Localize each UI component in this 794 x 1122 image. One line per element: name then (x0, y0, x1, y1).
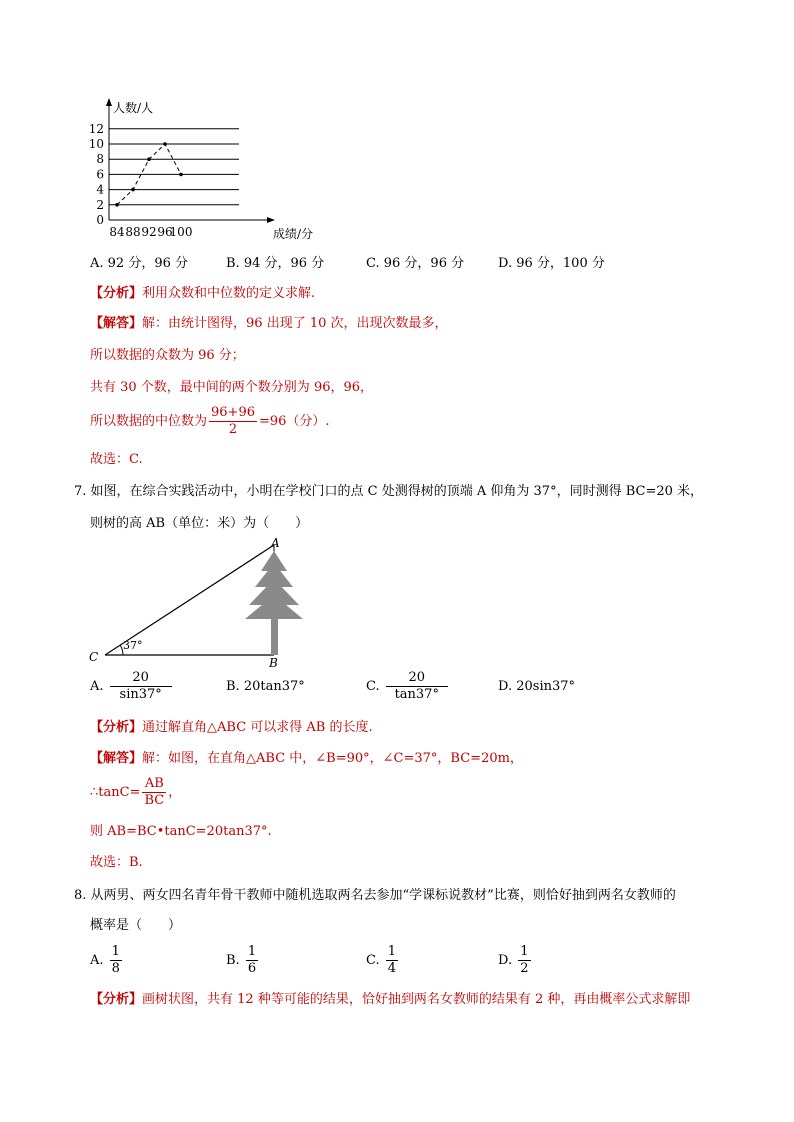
option-fraction (110, 944, 122, 977)
data-point (131, 188, 135, 192)
analysis-text: 通过解直角△ABC 可以求得 AB 的长度. (142, 720, 373, 735)
x-tick-label: 96 (157, 225, 173, 239)
q7-option-a[interactable] (90, 670, 174, 703)
x-tick-label: 88 (125, 225, 141, 239)
q8-stem-line-2: 概率是（ ） (90, 918, 182, 933)
q6-answer-line-2: 所以数据的众数为 96 分； (90, 348, 245, 363)
angle-label: 37° (123, 639, 143, 652)
option-label: C. (366, 953, 380, 968)
y-tick-label: 8 (96, 152, 104, 167)
option-fraction (386, 944, 398, 977)
fraction-denominator: 6 (247, 961, 257, 976)
q8-option-b[interactable] (226, 944, 260, 977)
fraction-denominator: tan37° (394, 687, 439, 702)
q7-answer-line-2 (90, 776, 181, 810)
option-fraction (386, 670, 448, 703)
answer-text: 解：如图，在直角△ABC 中，∠B=90°，∠C=37°，BC=20m， (142, 751, 523, 766)
triangle-tree-figure (85, 535, 300, 670)
fraction-denominator: BC (144, 793, 165, 808)
q7-answer-line-1 (90, 749, 523, 769)
analysis-tag: 【分析】 (90, 720, 143, 735)
option-fraction (246, 944, 258, 977)
label-c: C (89, 650, 99, 664)
tree-icon (245, 551, 303, 655)
fraction-numerator: 1 (387, 944, 397, 959)
q6-answer-line-1 (90, 314, 448, 334)
q8-option-d[interactable] (498, 944, 533, 977)
comma: ， (168, 785, 182, 800)
fraction-denominator: sin37° (119, 687, 162, 702)
data-point (179, 173, 183, 177)
q6-answer-line-3: 共有 30 个数，最中间的两个数分别为 96，96， (90, 380, 374, 395)
fraction-numerator: 20 (110, 670, 172, 687)
y-axis-arrow (106, 98, 112, 106)
y-axis-label: 人数/人 (113, 101, 154, 115)
q7-stem-line-1: 7. 如图，在综合实践活动中，小明在学校门口的点 C 处测得树的顶端 A 仰角为 37°，同时测得 BC=20 米， (74, 484, 704, 499)
q7-stem-line-2: 则树的高 AB（单位：米）为（ ） (90, 516, 309, 531)
fraction-numerator: AB (142, 776, 166, 793)
analysis-tag: 【分析】 (90, 286, 143, 301)
fraction-numerator: 1 (520, 944, 529, 959)
analysis-tag: 【分析】 (90, 992, 143, 1007)
y-tick-label: 4 (96, 182, 104, 197)
y-tick-label: 10 (88, 137, 104, 151)
q6-analysis (90, 284, 315, 304)
q8-option-c[interactable] (366, 944, 400, 977)
fraction-denominator: 4 (387, 961, 397, 976)
fraction-denominator: 8 (111, 961, 120, 976)
label-b: B (269, 656, 278, 670)
tan-fraction (142, 776, 166, 809)
q6-option-a[interactable]: A. 92 分，96 分 (90, 256, 189, 271)
median-text: 所以数据的中位数为 (90, 414, 208, 429)
median-result: =96（分）. (259, 414, 330, 429)
q7-answer-line-3: 则 AB=BC•tanC=20tan37°. (90, 824, 272, 839)
y-tick-label: 2 (96, 197, 104, 212)
q7-option-d[interactable]: D. 20sin37° (498, 679, 576, 694)
q8-analysis (90, 990, 690, 1010)
fraction-numerator: 96+96 (211, 405, 255, 420)
analysis-text: 画树状图，共有 12 种等可能的结果，恰好抽到两名女教师的结果有 2 种，再由概率公式求解即 (142, 992, 691, 1007)
answer-text: 解：由统计图得，96 出现了 10 次，出现次数最多， (142, 316, 448, 331)
y-tick-label: 6 (96, 167, 104, 182)
y-tick-label: 12 (88, 121, 104, 136)
q6-option-d[interactable]: D. 96 分，100 分 (498, 256, 605, 271)
data-point (147, 157, 151, 161)
fraction-numerator: 20 (386, 670, 448, 687)
option-label: C. (366, 679, 380, 694)
median-fraction (209, 405, 257, 438)
q7-option-c[interactable] (366, 670, 450, 703)
q8-option-a[interactable] (90, 944, 124, 977)
fraction-denominator: 2 (228, 422, 238, 437)
option-label: A. (90, 679, 104, 694)
q8-stem-line-1: 8. 从两男、两女四名青年骨干教师中随机选取两名去参加“学课标说教材”比赛，则恰好抽到两名女教师的 (74, 888, 676, 903)
fraction-numerator: 1 (247, 944, 257, 959)
q7-analysis (90, 718, 373, 738)
x-tick-label: 100 (169, 225, 193, 239)
option-label: D. (498, 953, 513, 968)
tan-text: ∴tanC= (90, 785, 141, 800)
option-fraction (110, 670, 172, 703)
fraction-numerator: 1 (111, 944, 120, 959)
y-tick-label: 0 (96, 213, 104, 227)
label-a: A (271, 536, 280, 550)
q6-option-c[interactable]: C. 96 分，96 分 (366, 256, 465, 271)
data-point (163, 142, 167, 146)
x-axis-label: 成绩/分 (273, 227, 314, 241)
score-line-chart (85, 96, 314, 241)
x-axis-arrow (267, 217, 275, 223)
fraction-denominator: 2 (520, 961, 529, 976)
q6-option-b[interactable]: B. 94 分，96 分 (226, 256, 325, 271)
answer-tag: 【解答】 (90, 751, 143, 766)
x-tick-label: 92 (141, 225, 157, 239)
q7-choice: 故选：B. (90, 855, 143, 870)
x-tick-label: 84 (109, 225, 125, 239)
q6-answer-line-4 (90, 405, 330, 439)
option-label: B. (226, 953, 240, 968)
q6-choice: 故选：C. (90, 452, 143, 467)
q7-option-b[interactable]: B. 20tan37° (226, 679, 305, 694)
answer-tag: 【解答】 (90, 316, 143, 331)
option-fraction (518, 944, 530, 977)
option-label: A. (90, 953, 104, 968)
data-point (115, 203, 119, 207)
analysis-text: 利用众数和中位数的定义求解. (142, 286, 316, 301)
